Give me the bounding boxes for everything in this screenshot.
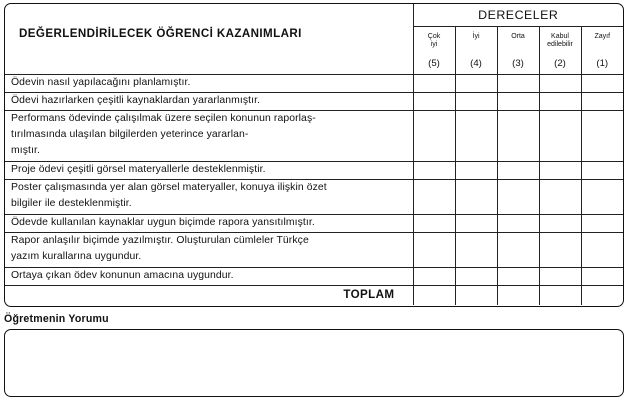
grades-header: DERECELER [413,4,623,27]
grade-level-line: Orta [511,33,525,40]
grade-level-line: Zayıf [594,33,611,40]
score-cell[interactable] [581,92,623,110]
score-cell[interactable] [497,232,539,267]
score-cell[interactable] [455,92,497,110]
score-cell[interactable] [539,214,581,232]
criterion-text [5,92,413,110]
score-cell[interactable] [455,267,497,285]
total-score-cell[interactable] [581,285,623,305]
grade-level-line: Kabul [551,33,569,40]
total-score-cell[interactable] [455,285,497,305]
criterion-line: Ortaya çıkan ödev konunun amacına uygundur. [11,269,234,281]
criterion-text [5,232,413,267]
score-cell[interactable] [413,179,455,214]
score-cell[interactable] [581,232,623,267]
grade-score-label: (3) [497,54,539,75]
score-cell[interactable] [413,161,455,179]
score-cell[interactable] [539,267,581,285]
score-cell[interactable] [455,232,497,267]
criterion-line: Ödevi hazırlarken çeşitli kaynaklardan yararlanmıştır. [11,94,261,106]
score-cell[interactable] [539,161,581,179]
criterion-line: Proje ödevi çeşitli görsel materyallerle desteklenmiştir. [11,163,266,175]
score-cell[interactable] [413,267,455,285]
score-cell[interactable] [581,110,623,161]
criterion-line: Performans ödevinde çalışılmak üzere seçilen konunun raporlaş- [11,112,316,124]
criterion-line: mıştır. [11,144,40,156]
grade-level-line: iyi [430,40,438,48]
criterion-text [5,161,413,179]
score-cell[interactable] [455,74,497,92]
score-cell[interactable] [497,179,539,214]
criterion-row [5,74,623,92]
teacher-comment-box[interactable] [4,329,624,397]
criterion-row [5,267,623,285]
grade-score-label: (1) [581,54,623,75]
grade-level-line: İyi [472,33,480,40]
criterion-line: tırılmasında ulaşılan bilgilerden yeterince yararlan- [11,128,249,140]
score-cell[interactable] [539,92,581,110]
grade-score-label: (4) [455,54,497,75]
grade-score-label: (5) [413,54,455,75]
criterion-text [5,110,413,161]
score-cell[interactable] [455,161,497,179]
score-cell[interactable] [581,74,623,92]
teacher-comment-label: Öğretmenin Yorumu [4,313,109,325]
score-cell[interactable] [497,214,539,232]
evaluation-table [5,4,623,305]
score-cell[interactable] [413,74,455,92]
score-cell[interactable] [413,232,455,267]
criterion-row [5,179,623,214]
score-cell[interactable] [581,161,623,179]
score-cell[interactable] [413,110,455,161]
evaluation-table-frame [4,3,624,307]
score-cell[interactable] [413,92,455,110]
criterion-row [5,232,623,267]
criterion-text [5,74,413,92]
score-cell[interactable] [539,110,581,161]
score-cell[interactable] [539,232,581,267]
score-cell[interactable] [539,179,581,214]
score-cell[interactable] [497,267,539,285]
grade-level-line: edilebilir [547,40,573,48]
grade-level-label [581,27,623,54]
criterion-line: yazım kurallarına uygundur. [11,250,142,262]
criterion-row [5,161,623,179]
grade-level-label [413,27,455,54]
criterion-line: Ödevde kullanılan kaynaklar uygun biçimde rapora yansıtılmıştır. [11,216,315,228]
criterion-line: Poster çalışmasında yer alan görsel materyaller, konuya ilişkin özet [11,181,327,193]
score-cell[interactable] [497,161,539,179]
criterion-row [5,110,623,161]
grade-level-line: Çok [427,33,441,40]
criterion-text [5,267,413,285]
criteria-header-text: DEĞERLENDİRİLECEK ÖĞRENCİ KAZANIMLARI [19,27,302,40]
score-cell[interactable] [539,74,581,92]
criterion-line: bilgiler ile desteklenmiştir. [11,197,132,209]
score-cell[interactable] [581,214,623,232]
grade-level-label [539,27,581,54]
criterion-line: Ödevin nasıl yapılacağını planlamıştır. [11,76,191,88]
criteria-header [5,4,413,74]
score-cell[interactable] [497,92,539,110]
criterion-text [5,179,413,214]
score-cell[interactable] [497,110,539,161]
criterion-row [5,214,623,232]
score-cell[interactable] [413,214,455,232]
score-cell[interactable] [455,179,497,214]
total-score-cell[interactable] [413,285,455,305]
total-score-cell[interactable] [539,285,581,305]
score-cell[interactable] [455,214,497,232]
total-label: TOPLAM [5,285,413,305]
criterion-row [5,92,623,110]
total-score-cell[interactable] [497,285,539,305]
score-cell[interactable] [497,74,539,92]
score-cell[interactable] [455,110,497,161]
grade-score-label: (2) [539,54,581,75]
score-cell[interactable] [581,179,623,214]
criterion-line: Rapor anlaşılır biçimde yazılmıştır. Oluşturulan cümleler Türkçe [11,234,309,246]
score-cell[interactable] [581,267,623,285]
total-row [5,285,623,305]
criterion-text [5,214,413,232]
grade-level-label [455,27,497,54]
grade-level-label [497,27,539,54]
